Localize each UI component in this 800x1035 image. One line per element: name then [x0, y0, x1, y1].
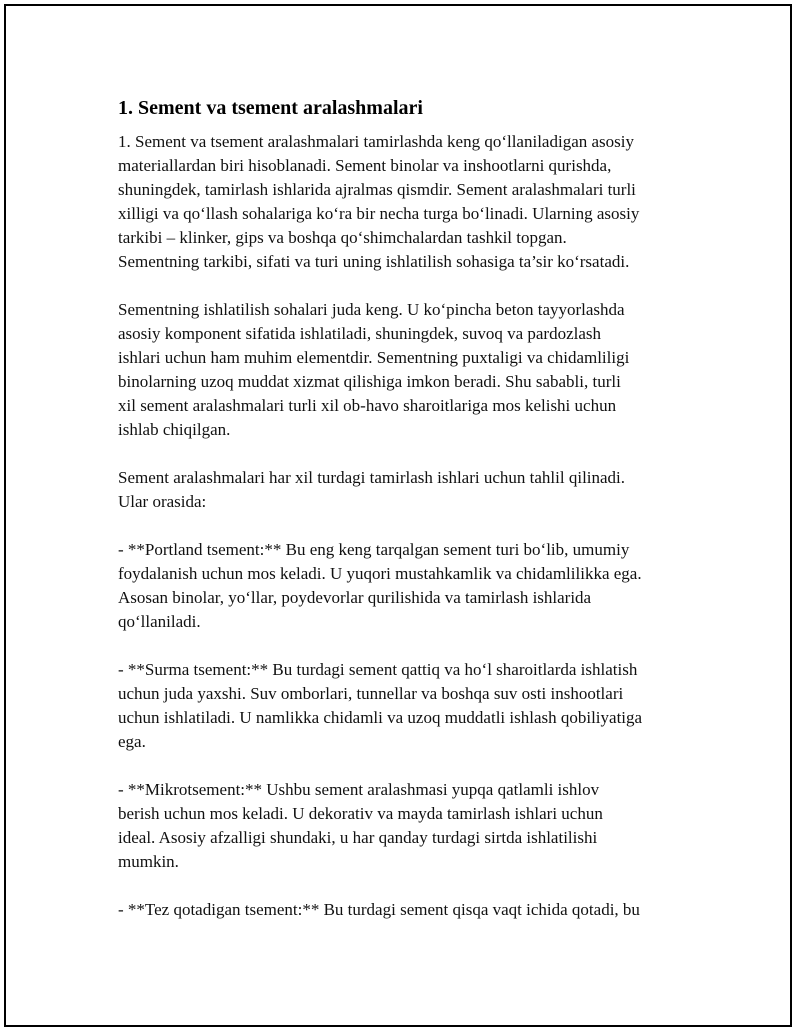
text-line: Sement aralashmalari har xil turdagi tamirlash ishlari uchun tahlil qilinadi.	[118, 468, 626, 487]
text-line: foydalanish uchun mos keladi. U yuqori mustahkamlik va chidamlilikka ega.	[118, 564, 642, 583]
text-line: ishlari uchun ham muhim elementdir. Sementning puxtaligi va chidamliligi	[118, 348, 630, 367]
paragraph-types-intro	[118, 466, 698, 514]
text-line: Sementning tarkibi, sifati va turi uning ishlatilish sohasiga ta’sir ko‘rsatadi.	[118, 252, 630, 271]
text-line: tarkibi – klinker, gips va boshqa qo‘shimchalardan tashkil topgan.	[118, 228, 567, 247]
text-line: uchun juda yaxshi. Suv omborlari, tunnellar va boshqa suv osti inshootlari	[118, 684, 624, 703]
text-line: - **Portland tsement:** Bu eng keng tarqalgan sement turi bo‘lib, umumiy	[118, 540, 630, 559]
section-heading: 1. Sement va tsement aralashmalari	[118, 97, 423, 119]
list-item-portland	[118, 538, 698, 634]
text-line: uchun ishlatiladi. U namlikka chidamli va uzoq muddatli ishlash qobiliyatiga	[118, 708, 643, 727]
text-line: materiallardan biri hisoblanadi. Sement binolar va inshootlarni qurishda,	[118, 156, 612, 175]
text-line: qo‘llaniladi.	[118, 612, 201, 631]
text-line: shuningdek, tamirlash ishlarida ajralmas qismdir. Sement aralashmalari turli	[118, 180, 636, 199]
text-line: ega.	[118, 732, 146, 751]
text-line: ishlab chiqilgan.	[118, 420, 231, 439]
text-line: - **Tez qotadigan tsement:** Bu turdagi sement qisqa vaqt ichida qotadi, bu	[118, 900, 640, 919]
text-line: xilligi va qo‘llash sohalariga ko‘ra bir necha turga bo‘linadi. Ularning asosiy	[118, 204, 640, 223]
text-line: - **Surma tsement:** Bu turdagi sement qattiq va ho‘l sharoitlarda ishlatish	[118, 660, 638, 679]
text-line: berish uchun mos keladi. U dekorativ va mayda tamirlash ishlari uchun	[118, 804, 603, 823]
list-item-surma	[118, 658, 698, 754]
text-line: 1. Sement va tsement aralashmalari tamirlashda keng qo‘llaniladigan asosiy	[118, 132, 634, 151]
text-line: ideal. Asosiy afzalligi shundaki, u har qanday turdagi sirtda ishlatilishi	[118, 828, 598, 847]
text-line: mumkin.	[118, 852, 179, 871]
text-line: Ular orasida:	[118, 492, 207, 511]
document-body	[118, 96, 698, 946]
text-line: asosiy komponent sifatida ishlatiladi, shuningdek, suvoq va pardozlash	[118, 324, 602, 343]
text-line: - **Mikrotsement:** Ushbu sement aralashmasi yupqa qatlamli ishlov	[118, 780, 600, 799]
text-line: Sementning ishlatilish sohalari juda keng. U ko‘pincha beton tayyorlashda	[118, 300, 625, 319]
text-line: xil sement aralashmalari turli xil ob-havo sharoitlariga mos kelishi uchun	[118, 396, 617, 415]
text-line: binolarning uzoq muddat xizmat qilishiga imkon beradi. Shu sababli, turli	[118, 372, 621, 391]
list-item-tez-qotadigan	[118, 898, 698, 922]
paragraph-intro	[118, 130, 698, 274]
list-item-mikrotsement	[118, 778, 698, 874]
paragraph-usage	[118, 298, 698, 442]
text-line: Asosan binolar, yo‘llar, poydevorlar qurilishida va tamirlash ishlarida	[118, 588, 592, 607]
